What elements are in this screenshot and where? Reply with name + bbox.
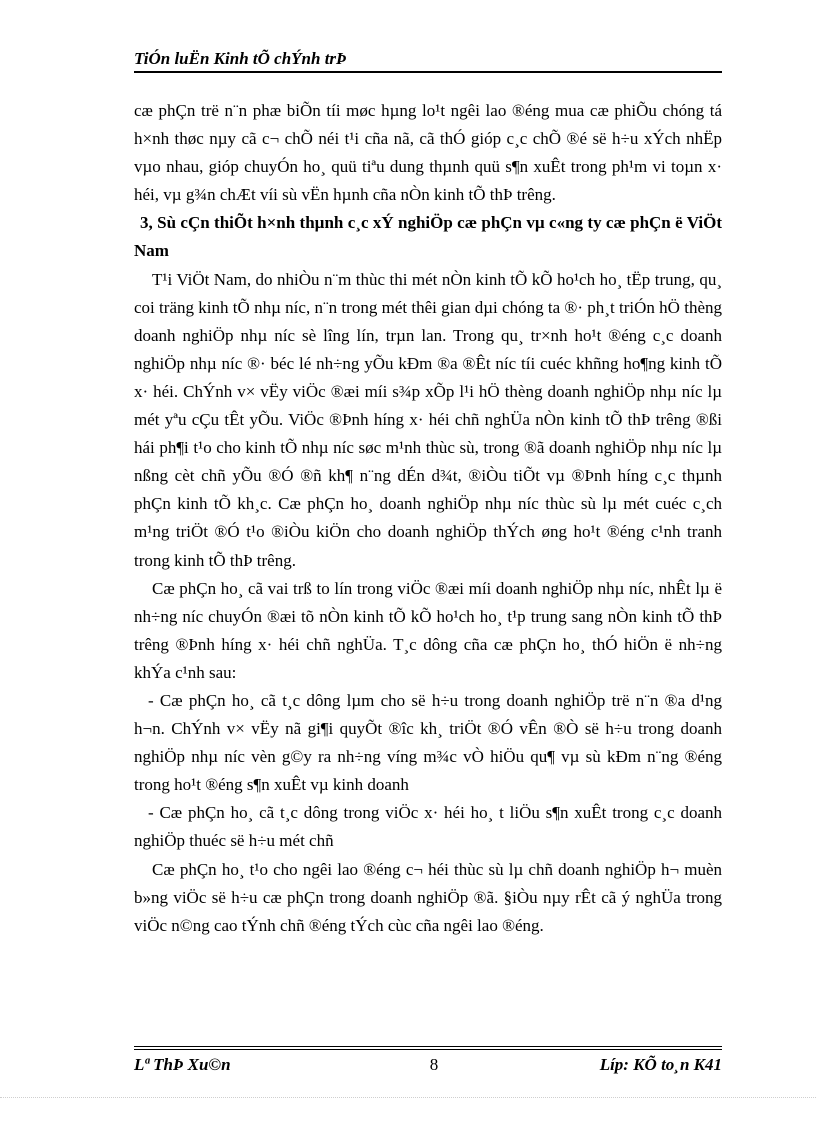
bullet-item-1: - Cæ phÇn ho¸ cã t¸c dông lµm cho së h÷u trong doanh nghiÖp trë n¨n ®a d¹ng h¬n. ChÝnh v× vËy nã gi¶i quyÕt ®îc kh¸ triÖt ®Ó vÊn ®Ò së h÷u trong doanh nghiÖp nhµ níc vèn g©y ra nh÷ng víng m¾c vÒ hiÖu qu¶ vµ sù kÐm n¨ng ®éng trong ho¹t ®éng s¶n xuÊt vµ kinh doanh <box>134 690 722 795</box>
footer-author: Lª ThÞ Xu©n <box>134 1055 231 1074</box>
document-body <box>134 97 722 940</box>
header-rule <box>134 71 722 73</box>
footer-rule-top <box>134 1046 722 1047</box>
page-number: 8 <box>429 1055 439 1074</box>
footer-class: Líp: KÕ to¸n K41 <box>599 1055 722 1074</box>
paragraph-2: T¹i ViÖt Nam, do nhiÒu n¨m thùc thi mét nÒn kinh tÕ kÕ ho¹ch ho¸ tËp trung, qu¸ coi träng kinh tÕ nhµ níc, n¨n trong mét thêi gian dµi chóng ta ®· ph¸t triÓn hÖ thèng doanh nghiÖp nhµ níc sè lîng lín, trµn lan. Trong qu¸ tr×nh ho¹t ®éng c¸c doanh nghiÖp nhµ níc ®· béc lé nh÷ng yÕu kÐm ®a ®Êt níc tíi cuéc khñng ho¶ng kinh tÕ x· héi. ChÝnh v× vËy viÖc ®æi míi s¾p xÕp l¹i hÖ thèng doanh nghiÖp nhµ níc lµ mét yªu cÇu tÊt yÕu. ViÖc ®Þnh híng x· héi chñ nghÜa nÒn kinh tÕ thÞ trêng ®ßi hái ph¶i t¹o cho kinh tÕ nhµ níc søc m¹nh thùc sù, trong ®ã doanh nghiÖp nhµ níc lµ nßng cèt chñ yÕu ®Ó ®ñ kh¶ n¨ng dÉn d¾t, ®iÒu tiÕt vµ ®Þnh híng c¸c thµnh phÇn kinh tÕ kh¸c. Cæ phÇn ho¸ doanh nghiÖp nhµ níc thùc sù lµ mét cuéc c¸ch m¹ng triÖt ®Ó t¹o ®iÒu kiÖn cho doanh nghiÖp thÝch øng ho¹t ®éng c¹nh tranh trong kinh tÕ thÞ trêng. <box>134 269 722 570</box>
paragraph-4: Cæ phÇn ho¸ t¹o cho ngêi lao ®éng c¬ héi thùc sù lµ chñ doanh nghiÖp h¬ muèn b»ng viÖc së h÷u cæ phÇn trong doanh nghiÖp ®ã. §iÒu nµy rÊt cã ý nghÜa trong viÖc n©ng cao tÝnh chñ ®éng tÝch cùc cña ngêi lao ®éng. <box>134 859 722 935</box>
section-heading: 3, Sù cÇn thiÕt h×nh thµnh c¸c xÝ nghiÖp cæ phÇn vµ c«ng ty cæ phÇn ë ViÖt Nam <box>134 213 722 261</box>
paragraph-3: Cæ phÇn ho¸ cã vai trß to lín trong viÖc ®æi míi doanh nghiÖp nhµ níc, nhÊt lµ ë nh÷ng níc chuyÓn ®æi tõ nÒn kinh tÕ kÕ ho¹ch ho¸ t¹p trung sang nÒn kinh tÕ thÞ trêng ®Þnh híng x· héi chñ nghÜa. T¸c dông cña cæ phÇn ho¸ thÓ hiÖn ë nh÷ng khÝa c¹nh sau: <box>134 578 722 682</box>
page-boundary <box>0 1097 816 1098</box>
page-footer <box>134 1054 722 1076</box>
paragraph-1: cæ phÇn trë n¨n phæ biÕn tíi møc hµng lo¹t ngêi lao ®éng mua cæ phiÕu chóng tá h×nh thøc nµy cã c¬ chÕ néi t¹i cña nã, cã thÓ gióp c¸c chÕ ®é së h÷u xÝch nhËp vµo nhau, gióp chuyÓn ho¸ quü tiªu dung thµnh quü s¶n xuÊt trong ph¹m vi toµn x· héi, vµ g¾n chÆt víi sù vËn hµnh cña nÒn kinh tÕ thÞ trêng. <box>134 101 722 205</box>
running-header: TiÓn luËn Kinh tÕ chÝnh trÞ <box>134 49 347 68</box>
bullet-item-2: - Cæ phÇn ho¸ cã t¸c dông trong viÖc x· héi ho¸ t liÖu s¶n xuÊt trong c¸c doanh nghiÖp thuéc së h÷u mét chñ <box>134 803 722 851</box>
footer-rule-bottom <box>134 1049 722 1050</box>
